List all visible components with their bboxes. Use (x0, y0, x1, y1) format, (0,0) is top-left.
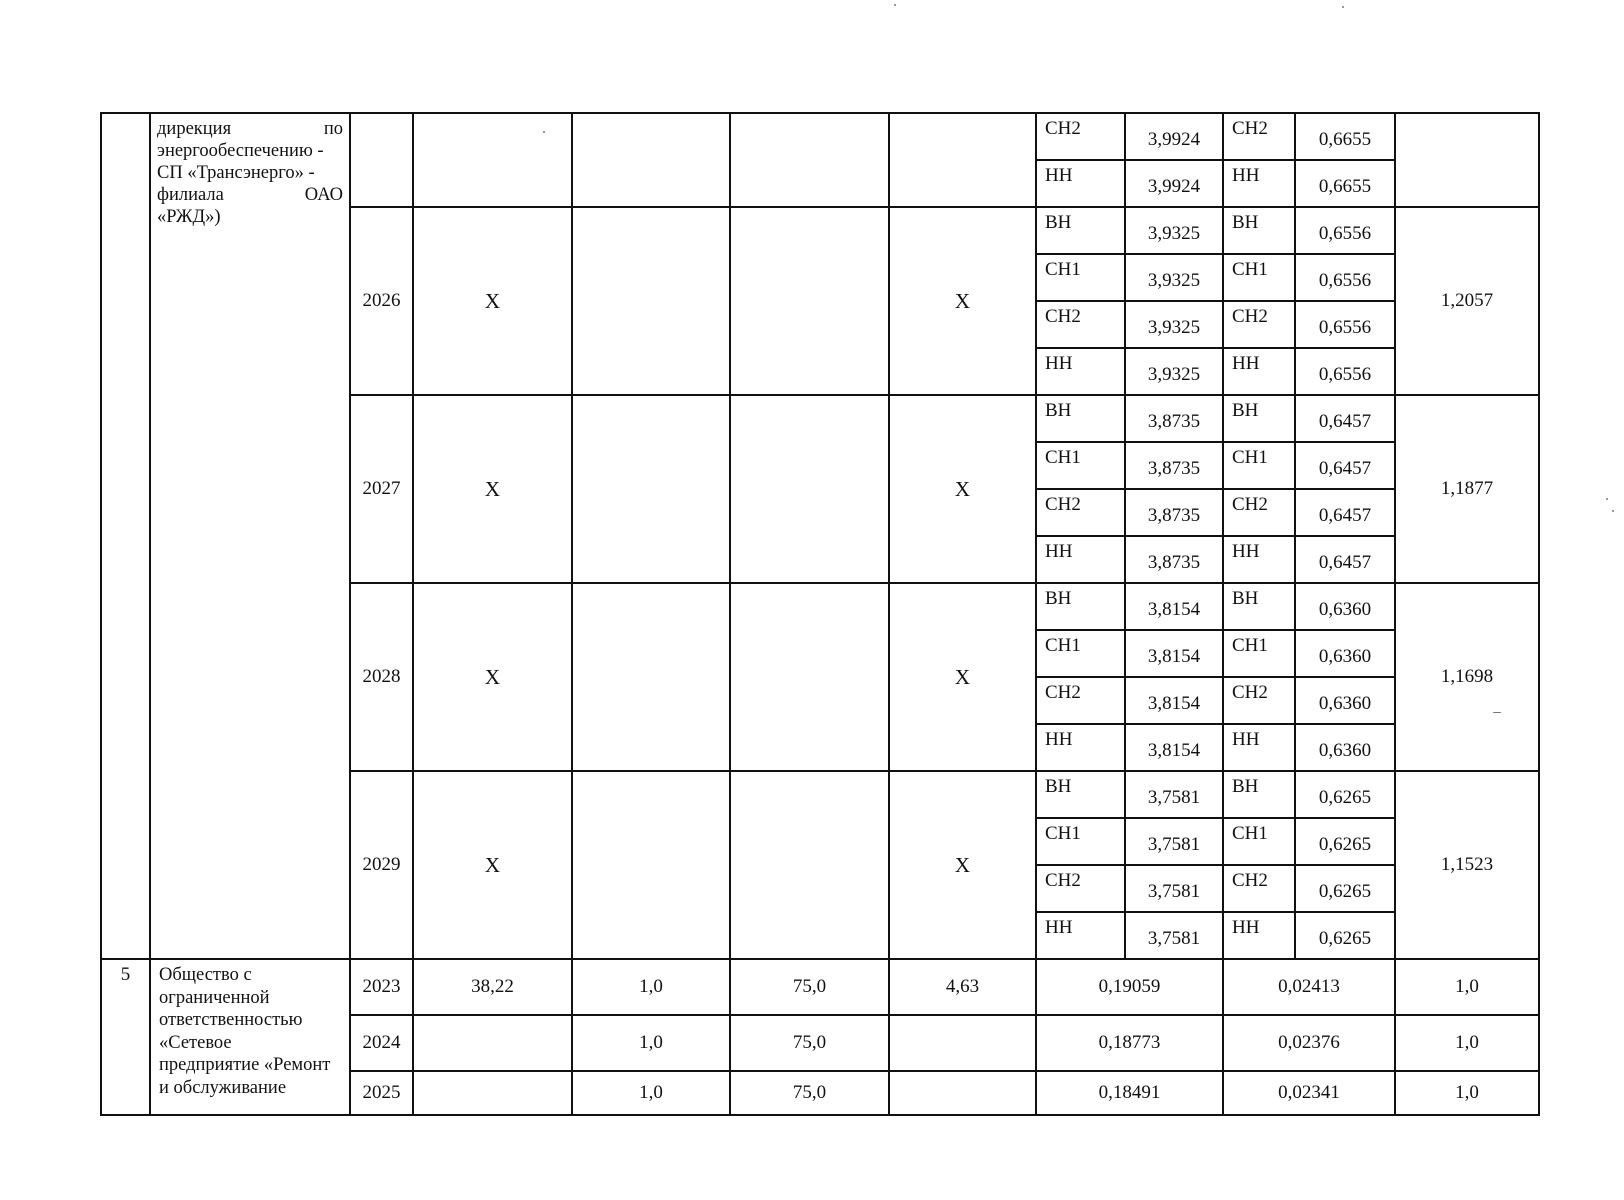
ratio-cell: 1,0 (1395, 1015, 1539, 1071)
voltage-level-cell: СН1 (1223, 630, 1295, 677)
year-cell: 2023 (350, 959, 413, 1015)
max-reliability-cell (730, 583, 889, 771)
ratio-cell: 1,0 (1395, 1071, 1539, 1115)
year-cell: 2026 (350, 207, 413, 395)
rate-losses-cell: 0,6556 (1295, 254, 1395, 301)
voltage-level-cell: НН (1223, 536, 1295, 583)
voltage-level-cell: СН2 (1223, 301, 1295, 348)
voltage-level-cell: ВН (1223, 207, 1295, 254)
cost-extra-cell: X (889, 207, 1036, 395)
voltage-level-cell: СН2 (1036, 677, 1125, 724)
rate-maintenance-cell: 3,8735 (1125, 536, 1223, 583)
year-cell: 2029 (350, 771, 413, 959)
ratio-cell: 1,1523 (1395, 771, 1539, 959)
voltage-level-cell: СН1 (1036, 442, 1125, 489)
organization-name-line: предприятие «Ремонт (159, 1055, 331, 1075)
max-reliability-cell: 75,0 (730, 1015, 889, 1071)
organization-name-line: ограниченной (159, 987, 270, 1008)
voltage-level-cell: ВН (1223, 583, 1295, 630)
index-efficiency-cell: 1,0 (572, 1015, 730, 1071)
rate-maintenance-cell: 3,8154 (1125, 630, 1223, 677)
cost-extra-cell (889, 1071, 1036, 1115)
rate-losses-cell: 0,6265 (1295, 818, 1395, 865)
max-reliability-cell (730, 395, 889, 583)
voltage-level-cell: НН (1223, 912, 1295, 959)
voltage-level-cell: СН1 (1223, 818, 1295, 865)
rate-losses-cell: 0,02341 (1223, 1071, 1395, 1115)
ratio-cell (1395, 113, 1539, 207)
scan-speck (543, 131, 545, 133)
rate-maintenance-cell: 3,8154 (1125, 583, 1223, 630)
cost-extra-cell: X (889, 771, 1036, 959)
voltage-level-cell: ВН (1036, 395, 1125, 442)
rate-maintenance-cell: 3,9325 (1125, 348, 1223, 395)
voltage-level-cell: СН2 (1223, 489, 1295, 536)
voltage-level-cell: ВН (1223, 395, 1295, 442)
voltage-level-cell: НН (1036, 160, 1125, 207)
rate-maintenance-cell: 3,9325 (1125, 207, 1223, 254)
rate-maintenance-cell: 3,9325 (1125, 254, 1223, 301)
rate-losses-cell: 0,6265 (1295, 771, 1395, 818)
cost-base-cell (413, 113, 572, 207)
rate-losses-cell: 0,6655 (1295, 160, 1395, 207)
voltage-level-cell: СН1 (1036, 630, 1125, 677)
rate-maintenance-cell: 3,8735 (1125, 489, 1223, 536)
table-row (101, 959, 1539, 1015)
index-efficiency-cell (572, 395, 730, 583)
scan-speck (1612, 510, 1614, 512)
year-cell: 2025 (350, 1071, 413, 1115)
rate-losses-cell: 0,6360 (1295, 724, 1395, 771)
rate-maintenance-cell: 3,8154 (1125, 677, 1223, 724)
rate-losses-cell: 0,6360 (1295, 630, 1395, 677)
rate-maintenance-cell: 3,8735 (1125, 395, 1223, 442)
voltage-level-cell: СН2 (1036, 301, 1125, 348)
year-cell: 2027 (350, 395, 413, 583)
cost-extra-cell (889, 113, 1036, 207)
year-cell: 2028 (350, 583, 413, 771)
index-efficiency-cell (572, 583, 730, 771)
rate-maintenance-cell: 3,9325 (1125, 301, 1223, 348)
voltage-level-cell: СН2 (1223, 113, 1295, 160)
rate-maintenance-cell: 0,19059 (1036, 959, 1223, 1015)
cost-base-cell (413, 1071, 572, 1115)
rate-losses-cell: 0,6556 (1295, 301, 1395, 348)
rate-losses-cell: 0,6457 (1295, 442, 1395, 489)
rate-losses-cell: 0,6265 (1295, 912, 1395, 959)
row-number-cell: 5 (101, 959, 150, 1115)
cost-base-cell: 38,22 (413, 959, 572, 1015)
organization-name-cell (150, 959, 350, 1115)
organization-name-line: дирекция по (157, 119, 343, 139)
scan-speck (1606, 498, 1608, 500)
organization-name-line: филиала ОАО (157, 185, 343, 205)
index-efficiency-cell (572, 771, 730, 959)
table-row (101, 113, 1539, 160)
rate-losses-cell: 0,02413 (1223, 959, 1395, 1015)
organization-name-line: СП «Трансэнерго» - (157, 163, 315, 183)
max-reliability-cell (730, 113, 889, 207)
rate-losses-cell: 0,6360 (1295, 677, 1395, 724)
max-reliability-cell (730, 207, 889, 395)
index-efficiency-cell (572, 207, 730, 395)
rate-losses-cell: 0,6360 (1295, 583, 1395, 630)
voltage-level-cell: ВН (1223, 771, 1295, 818)
voltage-level-cell: НН (1223, 348, 1295, 395)
voltage-level-cell: НН (1036, 348, 1125, 395)
rate-losses-cell: 0,6457 (1295, 489, 1395, 536)
index-efficiency-cell: 1,0 (572, 959, 730, 1015)
organization-name-line: «Сетевое (159, 1032, 232, 1053)
voltage-level-cell: СН2 (1223, 865, 1295, 912)
cost-base-cell: X (413, 395, 572, 583)
cost-base-cell (413, 1015, 572, 1071)
ratio-cell: 1,2057 (1395, 207, 1539, 395)
max-reliability-cell: 75,0 (730, 959, 889, 1015)
voltage-level-cell: СН1 (1223, 442, 1295, 489)
rate-maintenance-cell: 3,9924 (1125, 113, 1223, 160)
scan-speck (894, 4, 896, 6)
row-number-cell (101, 113, 150, 959)
voltage-level-cell: ВН (1036, 771, 1125, 818)
rate-maintenance-cell: 3,9924 (1125, 160, 1223, 207)
rate-losses-cell: 0,6655 (1295, 113, 1395, 160)
voltage-level-cell: СН1 (1036, 254, 1125, 301)
rate-losses-cell: 0,02376 (1223, 1015, 1395, 1071)
ratio-cell: 1,1877 (1395, 395, 1539, 583)
voltage-level-cell: ВН (1036, 583, 1125, 630)
rate-losses-cell: 0,6265 (1295, 865, 1395, 912)
rate-maintenance-cell: 3,7581 (1125, 912, 1223, 959)
organization-name-line: «РЖД») (157, 207, 221, 227)
ratio-cell: 1,0 (1395, 959, 1539, 1015)
voltage-level-cell: НН (1223, 724, 1295, 771)
year-cell (350, 113, 413, 207)
rate-maintenance-cell: 3,8154 (1125, 724, 1223, 771)
ratio-cell: 1,1698 (1395, 583, 1539, 771)
rate-losses-cell: 0,6556 (1295, 207, 1395, 254)
rate-maintenance-cell: 3,7581 (1125, 865, 1223, 912)
rate-losses-cell: 0,6556 (1295, 348, 1395, 395)
cost-base-cell: X (413, 207, 572, 395)
cost-extra-cell (889, 1015, 1036, 1071)
rate-losses-cell: 0,6457 (1295, 395, 1395, 442)
tariff-table (100, 112, 1540, 1116)
organization-name-line: энергообеспечению - (157, 141, 324, 161)
scan-speck (1493, 712, 1501, 713)
cost-extra-cell: X (889, 395, 1036, 583)
organization-name-line: Общество с (159, 965, 252, 985)
index-efficiency-cell (572, 113, 730, 207)
voltage-level-cell: СН1 (1036, 818, 1125, 865)
rate-maintenance-cell: 0,18491 (1036, 1071, 1223, 1115)
max-reliability-cell: 75,0 (730, 1071, 889, 1115)
rate-maintenance-cell: 0,18773 (1036, 1015, 1223, 1071)
rate-maintenance-cell: 3,7581 (1125, 771, 1223, 818)
index-efficiency-cell: 1,0 (572, 1071, 730, 1115)
cost-extra-cell: X (889, 583, 1036, 771)
organization-name-line: ответственностью (159, 1010, 303, 1030)
voltage-level-cell: НН (1036, 724, 1125, 771)
voltage-level-cell: НН (1036, 912, 1125, 959)
cost-base-cell: X (413, 583, 572, 771)
voltage-level-cell: СН2 (1036, 113, 1125, 160)
table-body (101, 113, 1539, 1115)
voltage-level-cell: СН2 (1223, 677, 1295, 724)
organization-name-cell (150, 113, 350, 959)
rate-losses-cell: 0,6457 (1295, 536, 1395, 583)
voltage-level-cell: СН1 (1223, 254, 1295, 301)
cost-extra-cell: 4,63 (889, 959, 1036, 1015)
rate-maintenance-cell: 3,7581 (1125, 818, 1223, 865)
voltage-level-cell: СН2 (1036, 489, 1125, 536)
voltage-level-cell: НН (1223, 160, 1295, 207)
cost-base-cell: X (413, 771, 572, 959)
voltage-level-cell: ВН (1036, 207, 1125, 254)
year-cell: 2024 (350, 1015, 413, 1071)
max-reliability-cell (730, 771, 889, 959)
organization-name-line: и обслуживание (159, 1077, 287, 1098)
voltage-level-cell: НН (1036, 536, 1125, 583)
voltage-level-cell: СН2 (1036, 865, 1125, 912)
rate-maintenance-cell: 3,8735 (1125, 442, 1223, 489)
scan-speck (1342, 6, 1344, 8)
